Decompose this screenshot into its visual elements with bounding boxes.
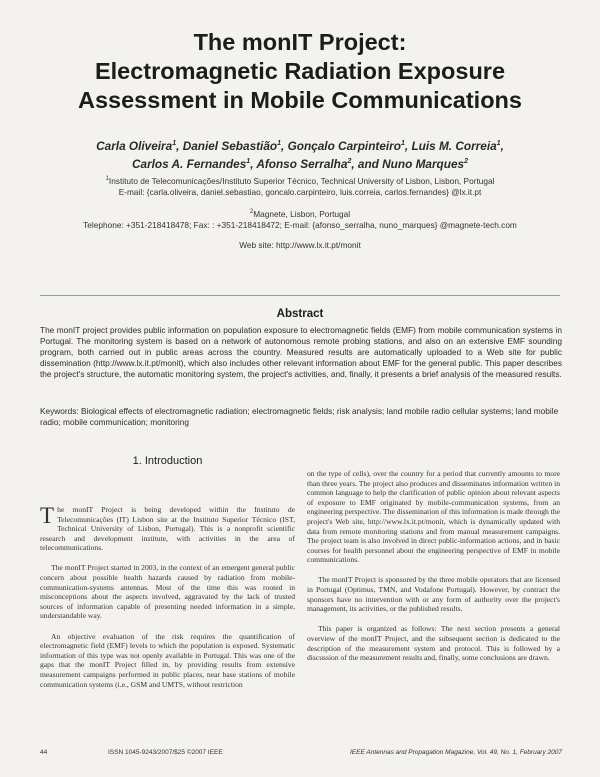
issn-line: ISSN 1045-9243/2007/$25 ©2007 IEEE [108, 749, 223, 756]
drop-cap: T [40, 503, 55, 528]
paragraph: The monIT Project started in 2003, in the context of an emergent general public concern about possible health hazards caused by radiation from mobile-communication-systems antennas. Most of the time this was rooted in misconceptions about the aspects involved, aggravated by the lack of trusted sources of information capable of presenting needed information in a simple, understandable way. [40, 563, 295, 621]
paragraph: This paper is organized as follows: The next section presents a general overview of the monIT Project, and the subsequent section is dedicated to the description of the measurement system and protocol. This is followed by a discussion of the measurement results and, finally, some conclusions are drawn. [307, 624, 560, 663]
affiliation-contact: Telephone: +351-218418478; Fax: : +351-218418472; E-mail: {afonso_serralha, nuno_marques} @magnete-tech.com [83, 219, 517, 230]
abstract-heading: Abstract [276, 308, 324, 320]
author-name: Nuno Marques [382, 156, 465, 171]
author-name: Afonso Serralha [256, 156, 348, 171]
paragraph: An objective evaluation of the risk requires the quantification of electromagnetic field (EMF) levels to which the population is exposed. Systematic information of this type was not openly available in Portugal. This was one of the gaps that the monIT Project filled in, by providing results from extensive measurement campaigns performed in public places, near base stations of mobile communication systems (i.e., GSM and UMTS, without restriction [40, 631, 295, 689]
header-divider [40, 295, 560, 296]
affiliation-2: $^2$Magnete, Lisbon, Portugal Telephone: +351-218418478; Fax: : +351-218418472; E-mail: {afonso_serralha, nuno_marques} @magnete-tech.com [20, 207, 580, 231]
paragraph: The monIT Project is sponsored by the three mobile operators that are licensed in Portugal (Optimus, TMN, and Vodafone Portugal). However, by contract the sponsors have no intervention with or any form of authority over the project's management, its activities, or the published results. [307, 575, 560, 614]
paragraph: on the type of cells), over the country for a period that currently amounts to more than three years. The project also produces and disseminates information written in common language to help the clarification of public opinion about relevant aspects of exposure to EMF originated by mobile-communication systems, from an engineering perspective. The dissemination of this information is made through the project's Web site, http://www.lx.it.pt/monit, which is dynamically updated with data from remote monitoring stations and from manual measurement campaigns. The project team is also involved in direct public-information actions, and in basic courses for health personnel about the engineering perspective of EMF in mobile communications. [307, 469, 560, 565]
section-heading: 1. Introduction [132, 455, 203, 467]
left-column [40, 505, 295, 700]
paper-title [30, 28, 570, 115]
author-name: Daniel Sebastião [182, 138, 278, 153]
affiliation-1: $^1$Instituto de Telecomunicações/Instituto Superior Técnico, Technical University of Lisbon, Lisbon, Portugal E-mail: {carla.oliveira, daniel.sebastiao, goncalo.carpinteiro, luis.correia, carlos.fernandes} @lx.it.pt [20, 174, 580, 198]
project-website: Web site: http://www.lx.it.pt/monit [239, 240, 361, 250]
author-name: Carlos A. Fernandes [131, 156, 247, 171]
author-name: Gonçalo Carpinteiro [287, 138, 401, 153]
keywords: Keywords: Biological effects of electromagnetic radiation; electromagnetic fields; risk analysis; land mobile radio cellular systems; land mobile radio; mobile communication; monitoring [40, 406, 559, 427]
title-line-1: The monIT Project: [193, 29, 407, 55]
author-name: Luis M. Correia [411, 138, 497, 153]
affiliation-institution: Instituto de Telecomunicações/Instituto Superior Técnico, Technical University of Lisbon, Lisbon, Portugal [108, 175, 495, 186]
author-name: Carla Oliveira [96, 138, 173, 153]
affiliation-institution: Magnete, Lisbon, Portugal [253, 208, 351, 219]
title-line-3: Assessment in Mobile Communications [78, 87, 522, 113]
title-line-2: Electromagnetic Radiation Exposure [94, 58, 506, 84]
page-number: 44 [40, 749, 48, 756]
author-list: Carla Oliveira$^1$, Daniel Sebastião$^1$, Gonçalo Carpinteiro$^1$, Luis M. Correia$^1$, Carlos A. Fernandes$^1$, Afonso Serralha$^2$, and Nuno Marques$^2$ [96, 138, 504, 171]
right-column [307, 469, 560, 673]
paragraph: The monIT Project is being developed within the Instituto de Telecomunicações (IT) Lisbon site at the Instituto Superior Técnico (IST, Technical University of Lisbon, Portugal). This is a nonprofit scientific research and development institute, with activities in the area of telecommunications. [40, 503, 295, 553]
abstract-text: The monIT project provides public information on population exposure to electromagnetic fields (EMF) from mobile communication systems in Portugal. The monitoring system is based on a network of autonomous remote probing stations, and also on an extensive EMF sounding program, both carried out in public areas across the country. Measured results are automatically uploaded to a Web site for public dissemination (http://www.lx.it.pt/monit), which also includes other relevant information about EMF for the general public. This paper describes the project's structure, the automatic monitoring system, the project's activities, and, finally, it presents a brief analysis of the measured results. [40, 325, 562, 379]
affiliation-email: E-mail: {carla.oliveira, daniel.sebastiao, goncalo.carpinteiro, luis.correia, carlos.fernandes} @lx.it.pt [118, 186, 482, 197]
journal-citation: IEEE Antennas and Propagation Magazine, Vol. 49, No. 1, February 2007 [350, 749, 562, 756]
